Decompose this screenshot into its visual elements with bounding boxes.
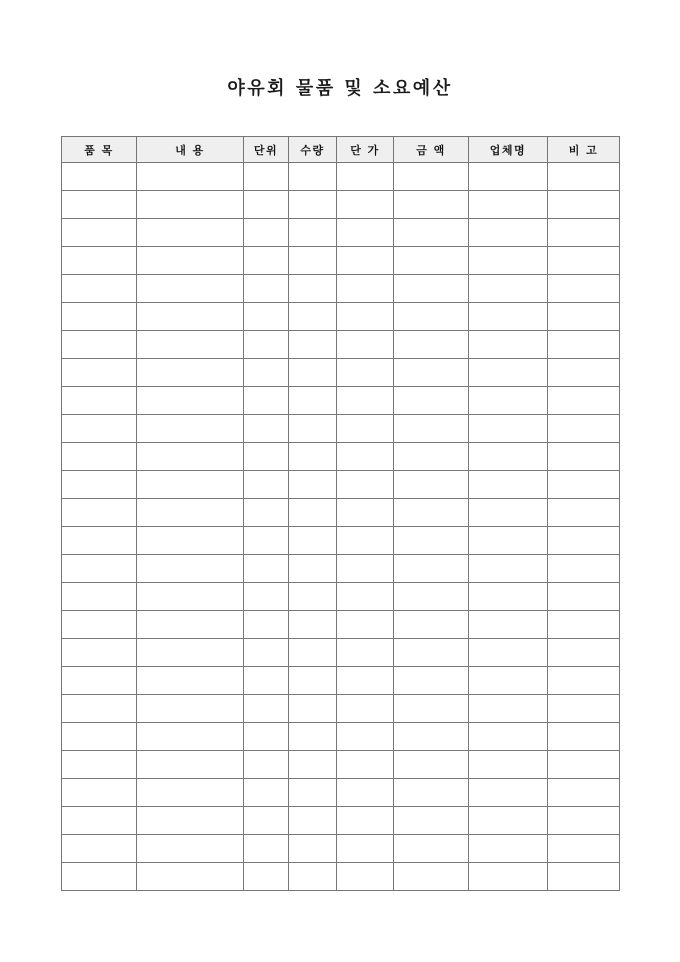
table-cell-unit[interactable] xyxy=(244,471,289,499)
table-cell-item[interactable] xyxy=(62,723,137,751)
table-cell-unit_price[interactable] xyxy=(337,219,394,247)
table-row[interactable] xyxy=(62,247,620,275)
table-cell-note[interactable] xyxy=(548,863,620,891)
table-cell-amount[interactable] xyxy=(394,639,469,667)
table-cell-unit_price[interactable] xyxy=(337,639,394,667)
table-row[interactable] xyxy=(62,191,620,219)
table-cell-note[interactable] xyxy=(548,443,620,471)
table-row[interactable] xyxy=(62,471,620,499)
table-header-row xyxy=(62,137,620,163)
table-cell-amount[interactable] xyxy=(394,863,469,891)
table-row[interactable] xyxy=(62,359,620,387)
table-cell-note[interactable] xyxy=(548,415,620,443)
table-cell-unit_price[interactable] xyxy=(337,303,394,331)
table-row[interactable] xyxy=(62,751,620,779)
column-header-item: 품 목 xyxy=(62,137,137,163)
table-row[interactable] xyxy=(62,667,620,695)
table-cell-item[interactable] xyxy=(62,527,137,555)
table-cell-content[interactable] xyxy=(137,191,244,219)
table-row[interactable] xyxy=(62,527,620,555)
table-cell-unit_price[interactable] xyxy=(337,555,394,583)
table-body xyxy=(62,163,620,891)
table-cell-item[interactable] xyxy=(62,583,137,611)
table-cell-content[interactable] xyxy=(137,835,244,863)
table-cell-content[interactable] xyxy=(137,415,244,443)
table-cell-unit[interactable] xyxy=(244,163,289,191)
table-cell-content[interactable] xyxy=(137,639,244,667)
table-cell-vendor[interactable] xyxy=(469,415,548,443)
table-cell-unit_price[interactable] xyxy=(337,275,394,303)
table-cell-content[interactable] xyxy=(137,779,244,807)
table-cell-qty[interactable] xyxy=(289,779,337,807)
table-cell-unit[interactable] xyxy=(244,527,289,555)
table-cell-note[interactable] xyxy=(548,331,620,359)
table-cell-unit[interactable] xyxy=(244,555,289,583)
table-cell-unit[interactable] xyxy=(244,863,289,891)
table-cell-unit[interactable] xyxy=(244,359,289,387)
table-row[interactable] xyxy=(62,723,620,751)
table-cell-unit_price[interactable] xyxy=(337,751,394,779)
table-cell-note[interactable] xyxy=(548,275,620,303)
table-cell-unit[interactable] xyxy=(244,275,289,303)
table-cell-qty[interactable] xyxy=(289,695,337,723)
table-row[interactable] xyxy=(62,779,620,807)
table-cell-item[interactable] xyxy=(62,835,137,863)
table-cell-item[interactable] xyxy=(62,415,137,443)
table-cell-amount[interactable] xyxy=(394,163,469,191)
table-cell-content[interactable] xyxy=(137,611,244,639)
table-cell-vendor[interactable] xyxy=(469,835,548,863)
table-cell-amount[interactable] xyxy=(394,191,469,219)
table-cell-note[interactable] xyxy=(548,751,620,779)
table-cell-amount[interactable] xyxy=(394,471,469,499)
table-cell-note[interactable] xyxy=(548,555,620,583)
table-cell-note[interactable] xyxy=(548,219,620,247)
table-cell-unit_price[interactable] xyxy=(337,807,394,835)
table-cell-qty[interactable] xyxy=(289,639,337,667)
table-cell-content[interactable] xyxy=(137,555,244,583)
table-cell-amount[interactable] xyxy=(394,443,469,471)
budget-table xyxy=(61,136,620,891)
table-cell-amount[interactable] xyxy=(394,415,469,443)
table-cell-qty[interactable] xyxy=(289,163,337,191)
table-row[interactable] xyxy=(62,499,620,527)
table-cell-item[interactable] xyxy=(62,163,137,191)
table-cell-unit[interactable] xyxy=(244,499,289,527)
table-cell-vendor[interactable] xyxy=(469,527,548,555)
table-row[interactable] xyxy=(62,835,620,863)
table-cell-note[interactable] xyxy=(548,387,620,415)
table-cell-unit[interactable] xyxy=(244,443,289,471)
table-cell-amount[interactable] xyxy=(394,555,469,583)
table-cell-content[interactable] xyxy=(137,331,244,359)
table-cell-unit_price[interactable] xyxy=(337,779,394,807)
column-header-vendor: 업체명 xyxy=(469,137,548,163)
table-cell-unit[interactable] xyxy=(244,807,289,835)
table-cell-unit[interactable] xyxy=(244,611,289,639)
table-cell-item[interactable] xyxy=(62,387,137,415)
table-cell-item[interactable] xyxy=(62,695,137,723)
table-cell-vendor[interactable] xyxy=(469,863,548,891)
table-cell-vendor[interactable] xyxy=(469,387,548,415)
table-cell-amount[interactable] xyxy=(394,359,469,387)
table-cell-qty[interactable] xyxy=(289,863,337,891)
table-cell-qty[interactable] xyxy=(289,303,337,331)
table-cell-amount[interactable] xyxy=(394,387,469,415)
table-cell-content[interactable] xyxy=(137,723,244,751)
table-cell-item[interactable] xyxy=(62,667,137,695)
table-cell-qty[interactable] xyxy=(289,555,337,583)
table-row[interactable] xyxy=(62,219,620,247)
table-cell-vendor[interactable] xyxy=(469,695,548,723)
table-cell-unit_price[interactable] xyxy=(337,723,394,751)
table-cell-content[interactable] xyxy=(137,807,244,835)
table-row[interactable] xyxy=(62,303,620,331)
column-header-note: 비 고 xyxy=(548,137,620,163)
table-cell-unit[interactable] xyxy=(244,723,289,751)
table-row[interactable] xyxy=(62,583,620,611)
table-cell-unit_price[interactable] xyxy=(337,191,394,219)
table-cell-vendor[interactable] xyxy=(469,583,548,611)
table-cell-amount[interactable] xyxy=(394,527,469,555)
table-cell-vendor[interactable] xyxy=(469,499,548,527)
table-cell-vendor[interactable] xyxy=(469,555,548,583)
table-cell-unit[interactable] xyxy=(244,667,289,695)
table-cell-content[interactable] xyxy=(137,219,244,247)
table-cell-qty[interactable] xyxy=(289,583,337,611)
table-row[interactable] xyxy=(62,387,620,415)
table-cell-amount[interactable] xyxy=(394,275,469,303)
table-cell-vendor[interactable] xyxy=(469,303,548,331)
table-cell-content[interactable] xyxy=(137,163,244,191)
table-cell-content[interactable] xyxy=(137,751,244,779)
table-cell-qty[interactable] xyxy=(289,611,337,639)
table-cell-note[interactable] xyxy=(548,359,620,387)
column-header-amount: 금 액 xyxy=(394,137,469,163)
table-cell-item[interactable] xyxy=(62,443,137,471)
table-cell-unit[interactable] xyxy=(244,331,289,359)
table-cell-item[interactable] xyxy=(62,807,137,835)
table-cell-unit_price[interactable] xyxy=(337,667,394,695)
table-row[interactable] xyxy=(62,415,620,443)
table-cell-content[interactable] xyxy=(137,471,244,499)
table-cell-amount[interactable] xyxy=(394,583,469,611)
table-cell-note[interactable] xyxy=(548,695,620,723)
table-cell-note[interactable] xyxy=(548,611,620,639)
table-cell-note[interactable] xyxy=(548,247,620,275)
budget-table-container xyxy=(61,136,619,891)
table-cell-unit_price[interactable] xyxy=(337,359,394,387)
table-cell-item[interactable] xyxy=(62,303,137,331)
column-header-content: 내 용 xyxy=(137,137,244,163)
table-cell-content[interactable] xyxy=(137,583,244,611)
table-cell-item[interactable] xyxy=(62,275,137,303)
table-cell-vendor[interactable] xyxy=(469,639,548,667)
table-cell-unit[interactable] xyxy=(244,751,289,779)
table-cell-content[interactable] xyxy=(137,359,244,387)
table-cell-unit_price[interactable] xyxy=(337,163,394,191)
column-header-quantity: 수량 xyxy=(289,137,337,163)
table-cell-amount[interactable] xyxy=(394,667,469,695)
table-cell-note[interactable] xyxy=(548,163,620,191)
table-cell-note[interactable] xyxy=(548,835,620,863)
table-cell-unit_price[interactable] xyxy=(337,695,394,723)
table-cell-qty[interactable] xyxy=(289,331,337,359)
table-cell-item[interactable] xyxy=(62,359,137,387)
table-cell-note[interactable] xyxy=(548,667,620,695)
table-cell-unit_price[interactable] xyxy=(337,583,394,611)
table-cell-unit[interactable] xyxy=(244,583,289,611)
table-cell-unit_price[interactable] xyxy=(337,835,394,863)
table-cell-vendor[interactable] xyxy=(469,471,548,499)
table-cell-amount[interactable] xyxy=(394,303,469,331)
table-cell-note[interactable] xyxy=(548,639,620,667)
table-cell-content[interactable] xyxy=(137,247,244,275)
table-cell-item[interactable] xyxy=(62,639,137,667)
table-cell-item[interactable] xyxy=(62,191,137,219)
table-cell-qty[interactable] xyxy=(289,751,337,779)
table-row[interactable] xyxy=(62,863,620,891)
table-cell-note[interactable] xyxy=(548,583,620,611)
table-cell-qty[interactable] xyxy=(289,807,337,835)
table-cell-amount[interactable] xyxy=(394,499,469,527)
table-cell-vendor[interactable] xyxy=(469,611,548,639)
table-cell-unit[interactable] xyxy=(244,779,289,807)
table-cell-item[interactable] xyxy=(62,751,137,779)
table-cell-qty[interactable] xyxy=(289,275,337,303)
table-cell-unit_price[interactable] xyxy=(337,415,394,443)
table-cell-unit_price[interactable] xyxy=(337,611,394,639)
table-cell-unit_price[interactable] xyxy=(337,247,394,275)
table-cell-qty[interactable] xyxy=(289,415,337,443)
table-cell-item[interactable] xyxy=(62,331,137,359)
table-cell-note[interactable] xyxy=(548,723,620,751)
table-cell-content[interactable] xyxy=(137,499,244,527)
table-cell-unit[interactable] xyxy=(244,191,289,219)
table-cell-unit_price[interactable] xyxy=(337,471,394,499)
table-row[interactable] xyxy=(62,639,620,667)
table-cell-qty[interactable] xyxy=(289,723,337,751)
table-cell-unit_price[interactable] xyxy=(337,499,394,527)
column-header-unit-price: 단 가 xyxy=(337,137,394,163)
table-cell-item[interactable] xyxy=(62,611,137,639)
table-cell-qty[interactable] xyxy=(289,667,337,695)
table-cell-unit[interactable] xyxy=(244,387,289,415)
table-row[interactable] xyxy=(62,163,620,191)
table-cell-unit[interactable] xyxy=(244,835,289,863)
table-cell-qty[interactable] xyxy=(289,247,337,275)
table-cell-item[interactable] xyxy=(62,779,137,807)
page-title: 야유회 물품 및 소요예산 xyxy=(227,78,453,99)
table-cell-note[interactable] xyxy=(548,807,620,835)
table-row[interactable] xyxy=(62,275,620,303)
table-cell-vendor[interactable] xyxy=(469,443,548,471)
table-cell-vendor[interactable] xyxy=(469,359,548,387)
table-cell-item[interactable] xyxy=(62,247,137,275)
table-row[interactable] xyxy=(62,611,620,639)
table-row[interactable] xyxy=(62,807,620,835)
table-cell-vendor[interactable] xyxy=(469,751,548,779)
table-cell-unit_price[interactable] xyxy=(337,527,394,555)
table-cell-unit[interactable] xyxy=(244,303,289,331)
table-cell-qty[interactable] xyxy=(289,835,337,863)
table-cell-content[interactable] xyxy=(137,695,244,723)
table-cell-note[interactable] xyxy=(548,779,620,807)
table-cell-vendor[interactable] xyxy=(469,667,548,695)
table-cell-content[interactable] xyxy=(137,863,244,891)
table-cell-amount[interactable] xyxy=(394,751,469,779)
table-cell-note[interactable] xyxy=(548,471,620,499)
table-cell-item[interactable] xyxy=(62,219,137,247)
table-header xyxy=(62,137,620,163)
table-cell-vendor[interactable] xyxy=(469,247,548,275)
table-cell-vendor[interactable] xyxy=(469,191,548,219)
table-cell-amount[interactable] xyxy=(394,331,469,359)
table-cell-amount[interactable] xyxy=(394,807,469,835)
table-cell-unit[interactable] xyxy=(244,639,289,667)
table-cell-amount[interactable] xyxy=(394,835,469,863)
table-cell-qty[interactable] xyxy=(289,191,337,219)
table-cell-vendor[interactable] xyxy=(469,779,548,807)
table-cell-vendor[interactable] xyxy=(469,219,548,247)
table-row[interactable] xyxy=(62,695,620,723)
table-cell-unit_price[interactable] xyxy=(337,387,394,415)
table-cell-content[interactable] xyxy=(137,667,244,695)
table-cell-item[interactable] xyxy=(62,863,137,891)
table-cell-unit_price[interactable] xyxy=(337,331,394,359)
table-cell-vendor[interactable] xyxy=(469,163,548,191)
table-cell-qty[interactable] xyxy=(289,443,337,471)
table-cell-amount[interactable] xyxy=(394,723,469,751)
table-cell-amount[interactable] xyxy=(394,611,469,639)
table-cell-unit[interactable] xyxy=(244,695,289,723)
table-cell-unit_price[interactable] xyxy=(337,863,394,891)
table-cell-qty[interactable] xyxy=(289,387,337,415)
table-cell-unit_price[interactable] xyxy=(337,443,394,471)
table-cell-unit[interactable] xyxy=(244,219,289,247)
table-cell-qty[interactable] xyxy=(289,471,337,499)
table-cell-qty[interactable] xyxy=(289,499,337,527)
table-cell-unit[interactable] xyxy=(244,247,289,275)
table-cell-vendor[interactable] xyxy=(469,275,548,303)
table-cell-item[interactable] xyxy=(62,555,137,583)
table-cell-amount[interactable] xyxy=(394,779,469,807)
table-row[interactable] xyxy=(62,331,620,359)
table-cell-vendor[interactable] xyxy=(469,331,548,359)
table-cell-note[interactable] xyxy=(548,191,620,219)
column-header-unit: 단위 xyxy=(244,137,289,163)
table-cell-amount[interactable] xyxy=(394,247,469,275)
table-cell-unit[interactable] xyxy=(244,415,289,443)
table-cell-content[interactable] xyxy=(137,443,244,471)
table-cell-qty[interactable] xyxy=(289,527,337,555)
table-cell-amount[interactable] xyxy=(394,695,469,723)
table-cell-note[interactable] xyxy=(548,527,620,555)
table-cell-note[interactable] xyxy=(548,499,620,527)
table-cell-content[interactable] xyxy=(137,387,244,415)
table-cell-amount[interactable] xyxy=(394,219,469,247)
table-cell-content[interactable] xyxy=(137,275,244,303)
table-cell-vendor[interactable] xyxy=(469,807,548,835)
table-cell-vendor[interactable] xyxy=(469,723,548,751)
table-row[interactable] xyxy=(62,443,620,471)
table-cell-content[interactable] xyxy=(137,527,244,555)
table-row[interactable] xyxy=(62,555,620,583)
table-cell-note[interactable] xyxy=(548,303,620,331)
table-cell-item[interactable] xyxy=(62,471,137,499)
table-cell-qty[interactable] xyxy=(289,219,337,247)
table-cell-item[interactable] xyxy=(62,499,137,527)
table-cell-qty[interactable] xyxy=(289,359,337,387)
table-cell-content[interactable] xyxy=(137,303,244,331)
